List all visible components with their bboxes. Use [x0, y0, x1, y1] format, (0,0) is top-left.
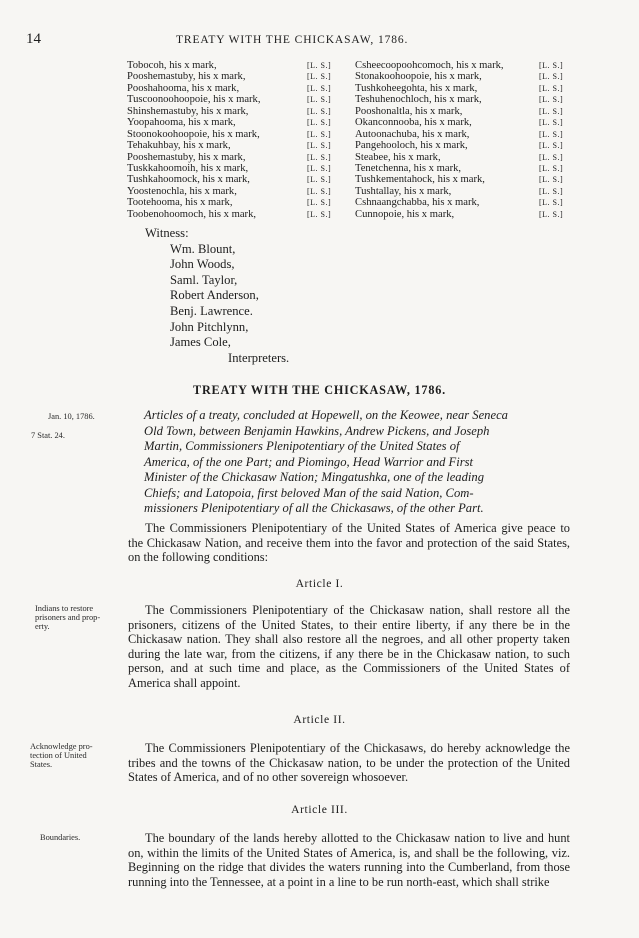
signatory-name: Tenetchenna, his x mark, [355, 162, 462, 174]
preamble-lead: The [145, 521, 165, 535]
margin-note-line: prisoners and prop- [35, 613, 101, 623]
seal-mark: [L. S.] [539, 106, 564, 116]
seal-mark: [L. S.] [539, 83, 564, 93]
signatory-name: Pooshemastuby, his x mark, [127, 151, 246, 163]
signatory-name: Cshnaangchabba, his x mark, [355, 197, 480, 209]
witness-name: John Pitchlynn, [170, 319, 249, 334]
intro-line: Chiefs; and Latopoia, first beloved Man of the said Nation, Com- [144, 485, 474, 500]
signatory-name: Pooshahooma, his x mark, [127, 82, 240, 94]
intro-line: missioners Plenipotentiary of all the Chickasaws, of the other Part. [144, 501, 484, 515]
seal-mark: [L. S.] [307, 198, 332, 208]
signatory-name: Tushkementahock, his x mark, [355, 174, 485, 186]
witness-name: Robert Anderson, [170, 288, 259, 303]
article-1-text: The Commissioners Plenipotentiary of the Chickasaw nation, shall restore all the prisoners, citizens of the United States, to their entire liberty, if any there be in the Chickasaw nation. They shall also restore all the negroes, and all other property taken during the late war, from the citizens, if any there be in the Chickasaw nation, to such person, and at such time and place, as the Commissioners of the United States of America shall appoint. [128, 603, 570, 690]
signatory-name: Stoonokoohoopoie, his x mark, [127, 128, 260, 140]
seal-mark: [L. S.] [307, 106, 332, 116]
seal-mark: [L. S.] [307, 186, 332, 196]
treaty-title: TREATY WITH THE CHICKASAW, 1786. [193, 383, 446, 397]
seal-mark: [L. S.] [539, 141, 564, 151]
seal-mark: [L. S.] [307, 175, 332, 185]
signatory-name: Pooshonaltla, his x mark, [355, 105, 463, 117]
seal-mark: [L. S.] [539, 152, 564, 162]
treaty-introduction [144, 408, 570, 517]
signatory-name: Pooshemastuby, his x mark, [127, 71, 246, 83]
margin-note-line: Indians to restore [35, 604, 94, 613]
margin-note-line: tection of United [30, 751, 87, 761]
article-heading: Article II. [293, 713, 346, 726]
seal-mark: [L. S.] [539, 95, 564, 105]
margin-note-line: Boundaries. [40, 833, 81, 842]
intro-line: Martin, Commissioners Plenipotentiary of the United States of [144, 439, 460, 453]
article-heading: Article III. [291, 803, 348, 816]
intro-line: Old Town, between Benjamin Hawkins, Andrew Pickens, and Joseph [144, 423, 490, 438]
intro-line: Articles of a treaty, concluded at Hopewell, on the Keowee, near Seneca [144, 408, 508, 422]
margin-note-article-1 [35, 604, 100, 632]
seal-mark: [L. S.] [307, 152, 332, 162]
signatory-name: Tushtallay, his x mark, [355, 185, 452, 197]
seal-mark: [L. S.] [307, 61, 332, 70]
seal-mark: [L. S.] [539, 186, 564, 196]
intro-line: America, of the one Part; and Piomingo, Head Warrior and First [144, 454, 474, 469]
seal-mark: [L. S.] [539, 209, 564, 219]
article-heading: Article I. [295, 577, 344, 590]
seal-mark: [L. S.] [539, 163, 564, 173]
signatory-name: Toobenohoomoch, his x mark, [127, 208, 257, 220]
signatory-name: Teshuhenochloch, his x mark, [355, 94, 482, 106]
signatory-name: Pangehooloch, his x mark, [355, 140, 468, 152]
intro-line: Minister of the Chickasaw Nation; Mingatushka, one of the leading [144, 470, 484, 484]
seal-mark: [L. S.] [539, 61, 564, 70]
margin-note-line: Acknowledge pro- [30, 742, 93, 751]
margin-note-article-3 [40, 833, 80, 842]
margin-note-article-2 [30, 742, 93, 770]
witness-label: Witness: [145, 226, 189, 240]
signatory-name: Yoopahooma, his x mark, [127, 117, 236, 129]
page-number: 14 [26, 31, 41, 47]
margin-note-line: States. [30, 760, 53, 770]
signatory-name: Tehakuhbay, his x mark, [127, 140, 231, 152]
signatory-name: Steabee, his x mark, [355, 151, 441, 163]
seal-mark: [L. S.] [307, 83, 332, 93]
margin-note-date: Jan. 10, 1786. [48, 412, 95, 421]
seal-mark: [L. S.] [539, 72, 564, 82]
seal-mark: [L. S.] [539, 198, 564, 208]
margin-note-statute: 7 Stat. 24. [31, 431, 65, 440]
signatory-name: Tushkahoomock, his x mark, [127, 174, 250, 186]
seal-mark: [L. S.] [307, 209, 332, 219]
seal-mark: [L. S.] [307, 129, 332, 139]
signatory-name: Okanconnooba, his x mark, [355, 117, 472, 129]
signatory-name: Csheecoopoohcomoch, his x mark, [355, 60, 504, 71]
signatory-name: Autoonachuba, his x mark, [355, 128, 470, 140]
seal-mark: [L. S.] [307, 72, 332, 82]
preamble-text: Commissioners Plenipotentiary of the United States of America give peace to the Chickasaw Nation, and receive them into the favor and protection of the said States, on the following conditions: [128, 521, 570, 565]
signatory-name: Cunnopoie, his x mark, [355, 208, 455, 220]
signatory-name: Stonakoohoopoie, his x mark, [355, 71, 482, 83]
witness-name: John Woods, [170, 257, 235, 272]
margin-note-line: erty. [35, 622, 50, 632]
signatory-name: Tushkoheegohta, his x mark, [355, 82, 478, 94]
seal-mark: [L. S.] [307, 95, 332, 105]
witness-name: Saml. Taylor, [170, 272, 238, 287]
signatory-name: Yoostenochla, his x mark, [127, 185, 237, 197]
article-3-text: The boundary of the lands hereby allotted to the Chickasaw nation to live and hunt on, within the limits of the United States of America, is, and shall be the following, viz. Beginning on the ridge that divides the waters running into the Cumberland, from those running into the Tennessee, at a point in a line to be run north-east, which shall strike [128, 831, 570, 889]
signatory-name: Tuscoonoohoopoie, his x mark, [127, 94, 261, 106]
witness-name: Wm. Blount, [170, 241, 236, 256]
interpreters-label: Interpreters. [228, 350, 290, 365]
seal-mark: [L. S.] [539, 118, 564, 128]
witness-name: James Cole, [170, 335, 231, 350]
seal-mark: [L. S.] [539, 129, 564, 139]
article-2-text: The Commissioners Plenipotentiary of the Chickasaws, do hereby acknowledge the tribes and the towns of the Chickasaw nation, to be under the protection of the United States of America, and of no other sovereign whosoever. [128, 741, 570, 785]
seal-mark: [L. S.] [539, 175, 564, 185]
signatory-name: Shinshemastuby, his x mark, [127, 105, 249, 117]
signatory-name: Tootehooma, his x mark, [127, 197, 233, 209]
signatory-name: Tuskkahoomoih, his x mark, [127, 162, 249, 174]
seal-mark: [L. S.] [307, 118, 332, 128]
running-head: TREATY WITH THE CHICKASAW, 1786. [176, 34, 409, 46]
signatory-name: Tobocoh, his x mark, [127, 60, 217, 71]
witness-name: Benj. Lawrence. [170, 304, 253, 318]
seal-mark: [L. S.] [307, 163, 332, 173]
preamble-paragraph [128, 521, 570, 565]
seal-mark: [L. S.] [307, 141, 332, 151]
